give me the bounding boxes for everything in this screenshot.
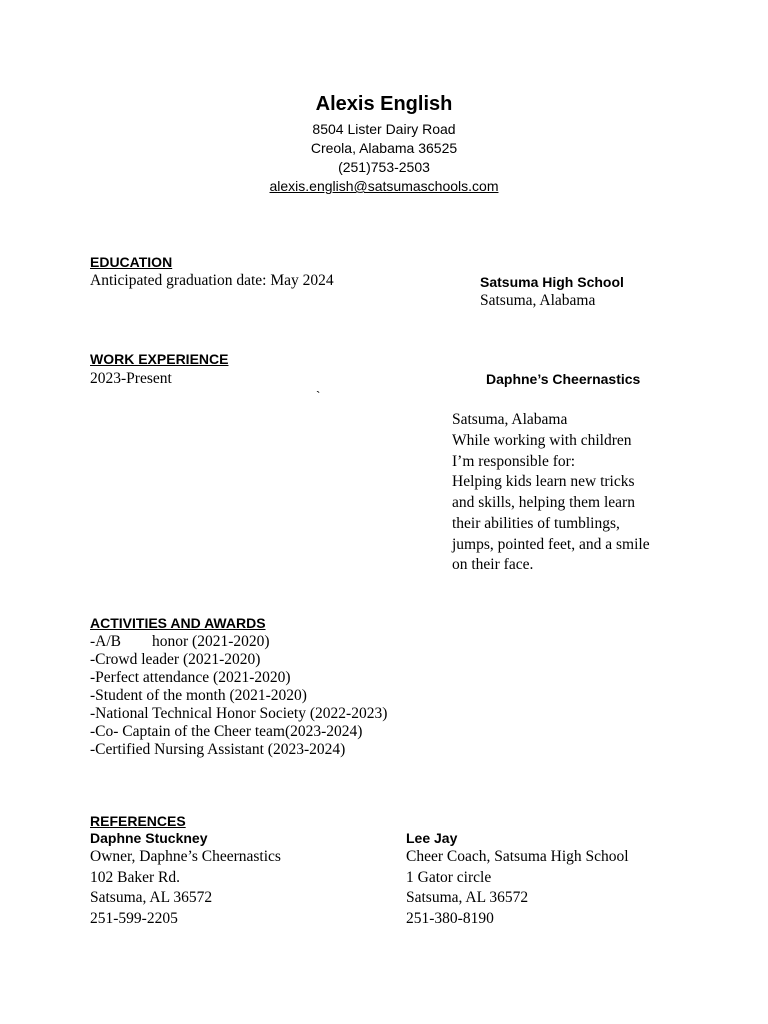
reference-street: 102 Baker Rd.	[90, 868, 180, 886]
employer-name: Daphne’s Cheernastics	[486, 371, 641, 387]
reference-name: Lee Jay	[406, 830, 458, 846]
reference-phone: 251-380-8190	[406, 910, 494, 928]
activity-item: -Student of the month (2021-2020)	[90, 687, 307, 704]
references-heading: REFERENCES	[90, 813, 186, 829]
activity-item: -Perfect attendance (2021-2020)	[90, 669, 291, 686]
activity-item: -Certified Nursing Assistant (2023-2024)	[90, 741, 346, 758]
job-description-line: on their face.	[452, 556, 534, 574]
reference-phone: 251-599-2205	[90, 910, 178, 928]
education-heading: EDUCATION	[90, 254, 173, 270]
reference-title: Owner, Daphne’s Cheernastics	[90, 848, 281, 865]
resume-name: Alexis English	[315, 93, 453, 115]
reference-city: Satsuma, AL 36572	[406, 889, 529, 907]
reference-city: Satsuma, AL 36572	[90, 889, 213, 907]
job-description-line: and skills, helping them learn	[452, 494, 635, 512]
job-description-line: I’m responsible for:	[452, 452, 576, 470]
activity-item: -National Technical Honor Society (2022-2023)	[90, 705, 388, 722]
reference-street: 1 Gator circle	[406, 868, 492, 886]
job-description-line: While working with children	[452, 432, 632, 449]
activities-heading: ACTIVITIES AND AWARDS	[90, 615, 266, 631]
stray-mark: `	[316, 388, 321, 403]
work-experience-heading: WORK EXPERIENCE	[90, 351, 229, 367]
activity-item: -Co- Captain of the Cheer team(2023-2024)	[90, 723, 363, 740]
activities-list	[90, 633, 387, 759]
reference-card	[406, 830, 629, 930]
reference-title: Cheer Coach, Satsuma High School	[406, 848, 629, 865]
school-name: Satsuma High School	[480, 274, 624, 290]
job-description-line: jumps, pointed feet, and a smile	[452, 535, 650, 553]
graduation-date: Anticipated graduation date: May 2024	[90, 272, 334, 289]
email-link[interactable]: alexis.english@satsumaschools.com	[269, 178, 499, 194]
reference-card	[90, 830, 281, 930]
phone-number: (251)753-2503	[338, 159, 430, 175]
job-description	[452, 431, 692, 576]
job-description-line: Helping kids learn new tricks	[452, 473, 635, 491]
reference-name: Daphne Stuckney	[90, 830, 208, 846]
job-description-line: their abilities of tumblings,	[452, 514, 620, 532]
address-line-2: Creola, Alabama 36525	[310, 140, 458, 156]
school-location: Satsuma, Alabama	[480, 292, 596, 309]
activity-item: -Crowd leader (2021-2020)	[90, 651, 261, 668]
work-dates: 2023-Present	[90, 370, 172, 387]
activity-item: -A/B honor (2021-2020)	[90, 633, 270, 650]
address-line-1: 8504 Lister Dairy Road	[312, 121, 456, 137]
employer-location: Satsuma, Alabama	[452, 411, 568, 428]
